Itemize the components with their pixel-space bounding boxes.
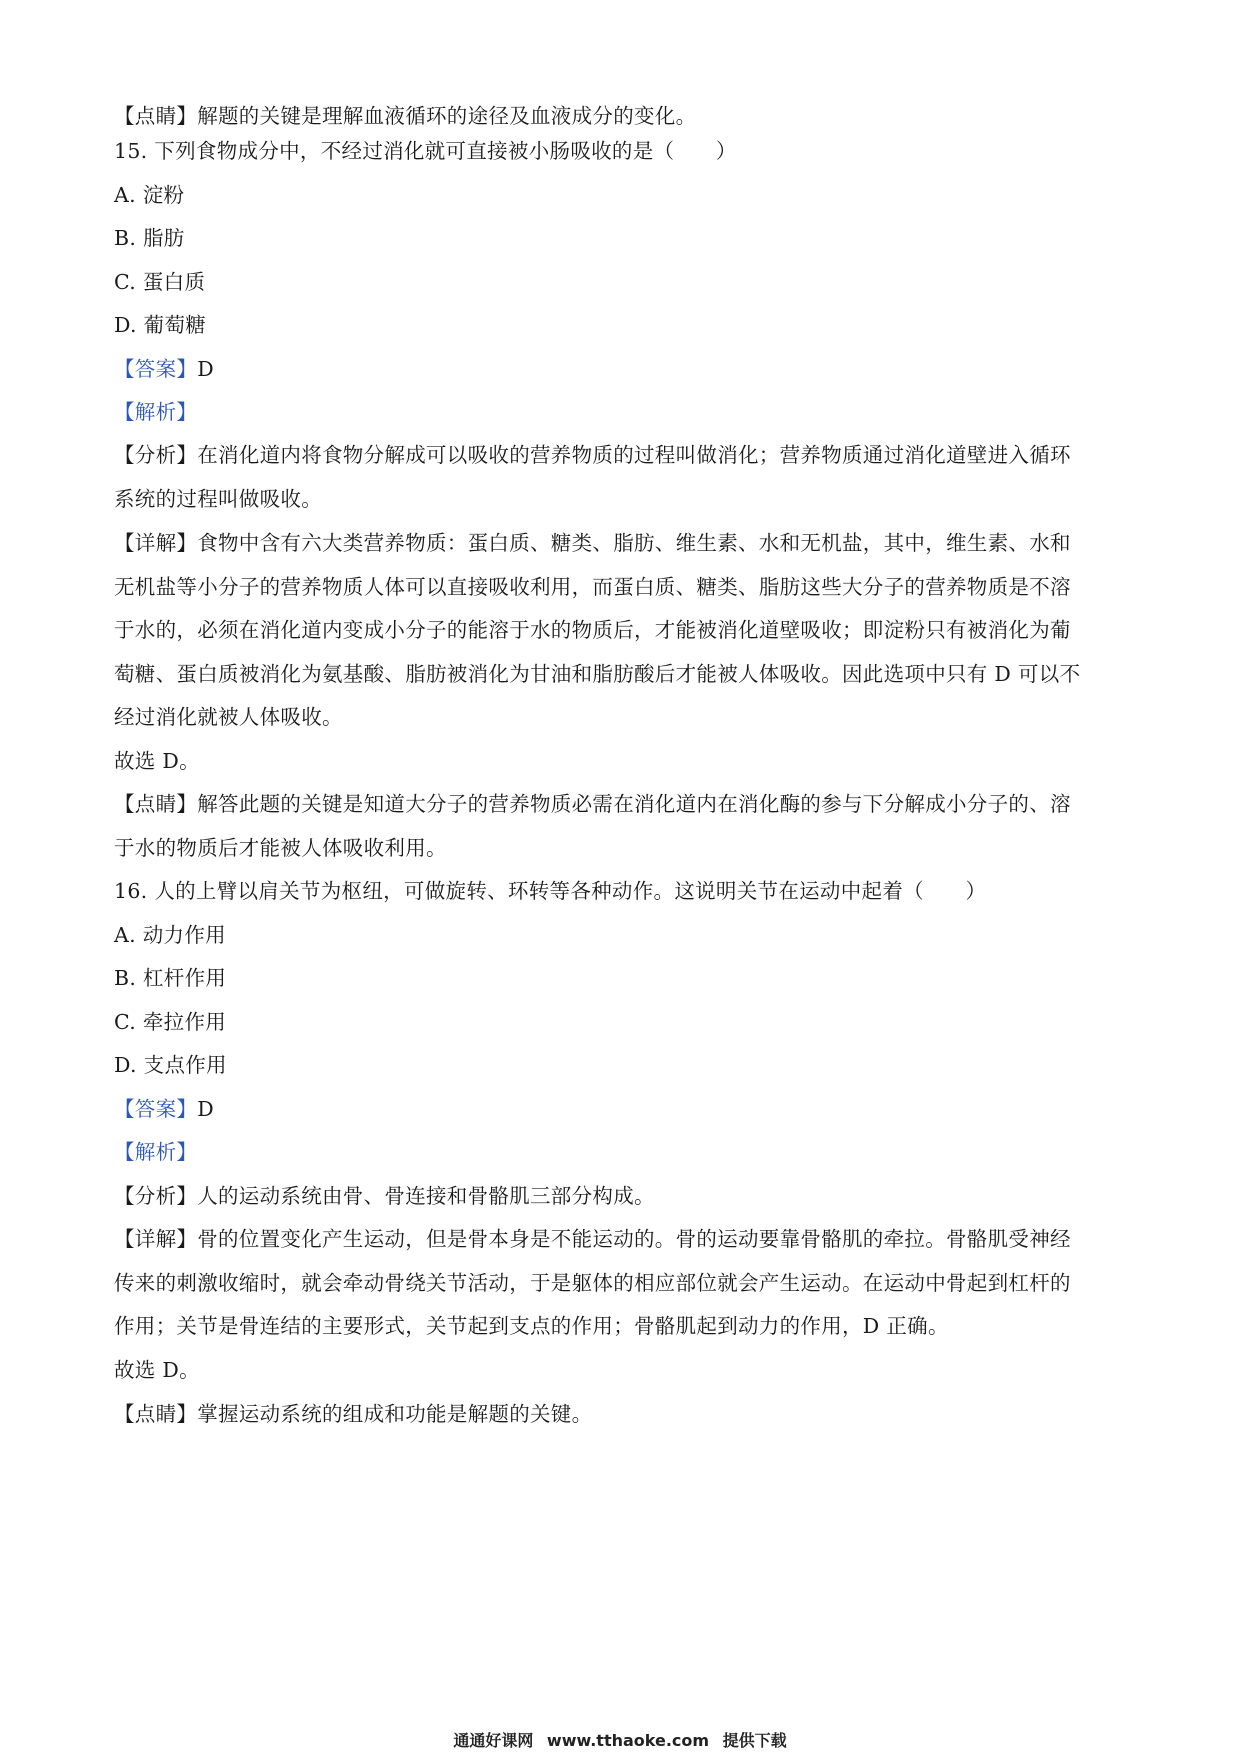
q15-xiangjie-line: 于水的，必须在消化道内变成小分子的能溶于水的物质后，才能被消化道壁吸收；即淀粉只有被消化为葡: [114, 618, 1071, 642]
q15-xiangjie-line: 【详解】食物中含有六大类营养物质：蛋白质、糖类、脂肪、维生素、水和无机盐，其中，维生素、水和: [114, 531, 1071, 555]
q16-xiangjie-line: 传来的刺激收缩时，就会牵动骨绕关节活动，于是躯体的相应部位就会产生运动。在运动中骨起到杠杆的: [114, 1271, 1071, 1295]
question-15: 15. 下列食物成分中，不经过消化就可直接被小肠吸收的是（ ）: [114, 139, 737, 163]
q15-option-b: B. 脂肪: [114, 226, 185, 250]
q16-answer-label: 【答案】: [114, 1097, 198, 1121]
q16-analysis-label: 【解析】: [114, 1140, 198, 1164]
q15-option-c: C. 蛋白质: [114, 270, 206, 294]
question-16: 16. 人的上臂以肩关节为枢纽，可做旋转、环转等各种动作。这说明关节在运动中起着（ ）: [114, 879, 987, 903]
q15-xiangjie-line: 无机盐等小分子的营养物质人体可以直接吸收利用，而蛋白质、糖类、脂肪这些大分子的营养物质是不溶: [114, 575, 1071, 599]
q15-xiangjie-line: 萄糖、蛋白质被消化为氨基酸、脂肪被消化为甘油和脂肪酸后才能被人体吸收。因此选项中只有 D 可以不: [114, 662, 1081, 686]
q15-fenxi-line: 【分析】在消化道内将食物分解成可以吸收的营养物质的过程叫做消化；营养物质通过消化道壁进入循环: [114, 443, 1071, 467]
footer-url[interactable]: www.tthaoke.com: [546, 1731, 710, 1750]
q15-dianjing-line: 【点睛】解答此题的关键是知道大分子的营养物质必需在消化道内在消化酶的参与下分解成小分子的、溶: [114, 792, 1071, 816]
q16-option-d: D. 支点作用: [114, 1053, 227, 1077]
q16-dianjing: 【点睛】掌握运动系统的组成和功能是解题的关键。: [114, 1402, 593, 1426]
dianjing-block1: 【点睛】解题的关键是理解血液循环的途径及血液成分的变化。: [114, 104, 697, 128]
q15-fenxi-line: 系统的过程叫做吸收。: [114, 487, 322, 511]
q16-fenxi: 【分析】人的运动系统由骨、骨连接和骨骼肌三部分构成。: [114, 1184, 655, 1208]
q15-guxuan: 故选 D。: [114, 749, 200, 773]
q15-analysis-label: 【解析】: [114, 400, 198, 424]
q16-option-a: A. 动力作用: [114, 923, 226, 947]
q15-dianjing-line: 于水的物质后才能被人体吸收利用。: [114, 836, 447, 860]
page-footer: [0, 1728, 1240, 1751]
q16-option-c: C. 牵拉作用: [114, 1010, 227, 1034]
q15-option-d: D. 葡萄糖: [114, 313, 207, 337]
q16-xiangjie-line: 作用；关节是骨连结的主要形式，关节起到支点的作用；骨骼肌起到动力的作用，D 正确。: [114, 1314, 949, 1338]
q16-xiangjie-line: 【详解】骨的位置变化产生运动，但是骨本身是不能运动的。骨的运动要靠骨骼肌的牵拉。骨骼肌受神经: [114, 1227, 1071, 1251]
footer-site-name: 通通好课网: [453, 1731, 534, 1750]
q16-answer: [114, 1095, 214, 1123]
q15-answer: [114, 355, 214, 383]
footer-suffix: 提供下载: [722, 1731, 787, 1750]
q16-guxuan: 故选 D。: [114, 1358, 200, 1382]
q16-answer-value: D: [197, 1097, 214, 1121]
q16-option-b: B. 杠杆作用: [114, 966, 227, 990]
q15-answer-label: 【答案】: [114, 357, 198, 381]
q15-xiangjie-line: 经过消化就被人体吸收。: [114, 705, 343, 729]
q15-option-a: A. 淀粉: [114, 183, 185, 207]
q15-answer-value: D: [197, 357, 214, 381]
